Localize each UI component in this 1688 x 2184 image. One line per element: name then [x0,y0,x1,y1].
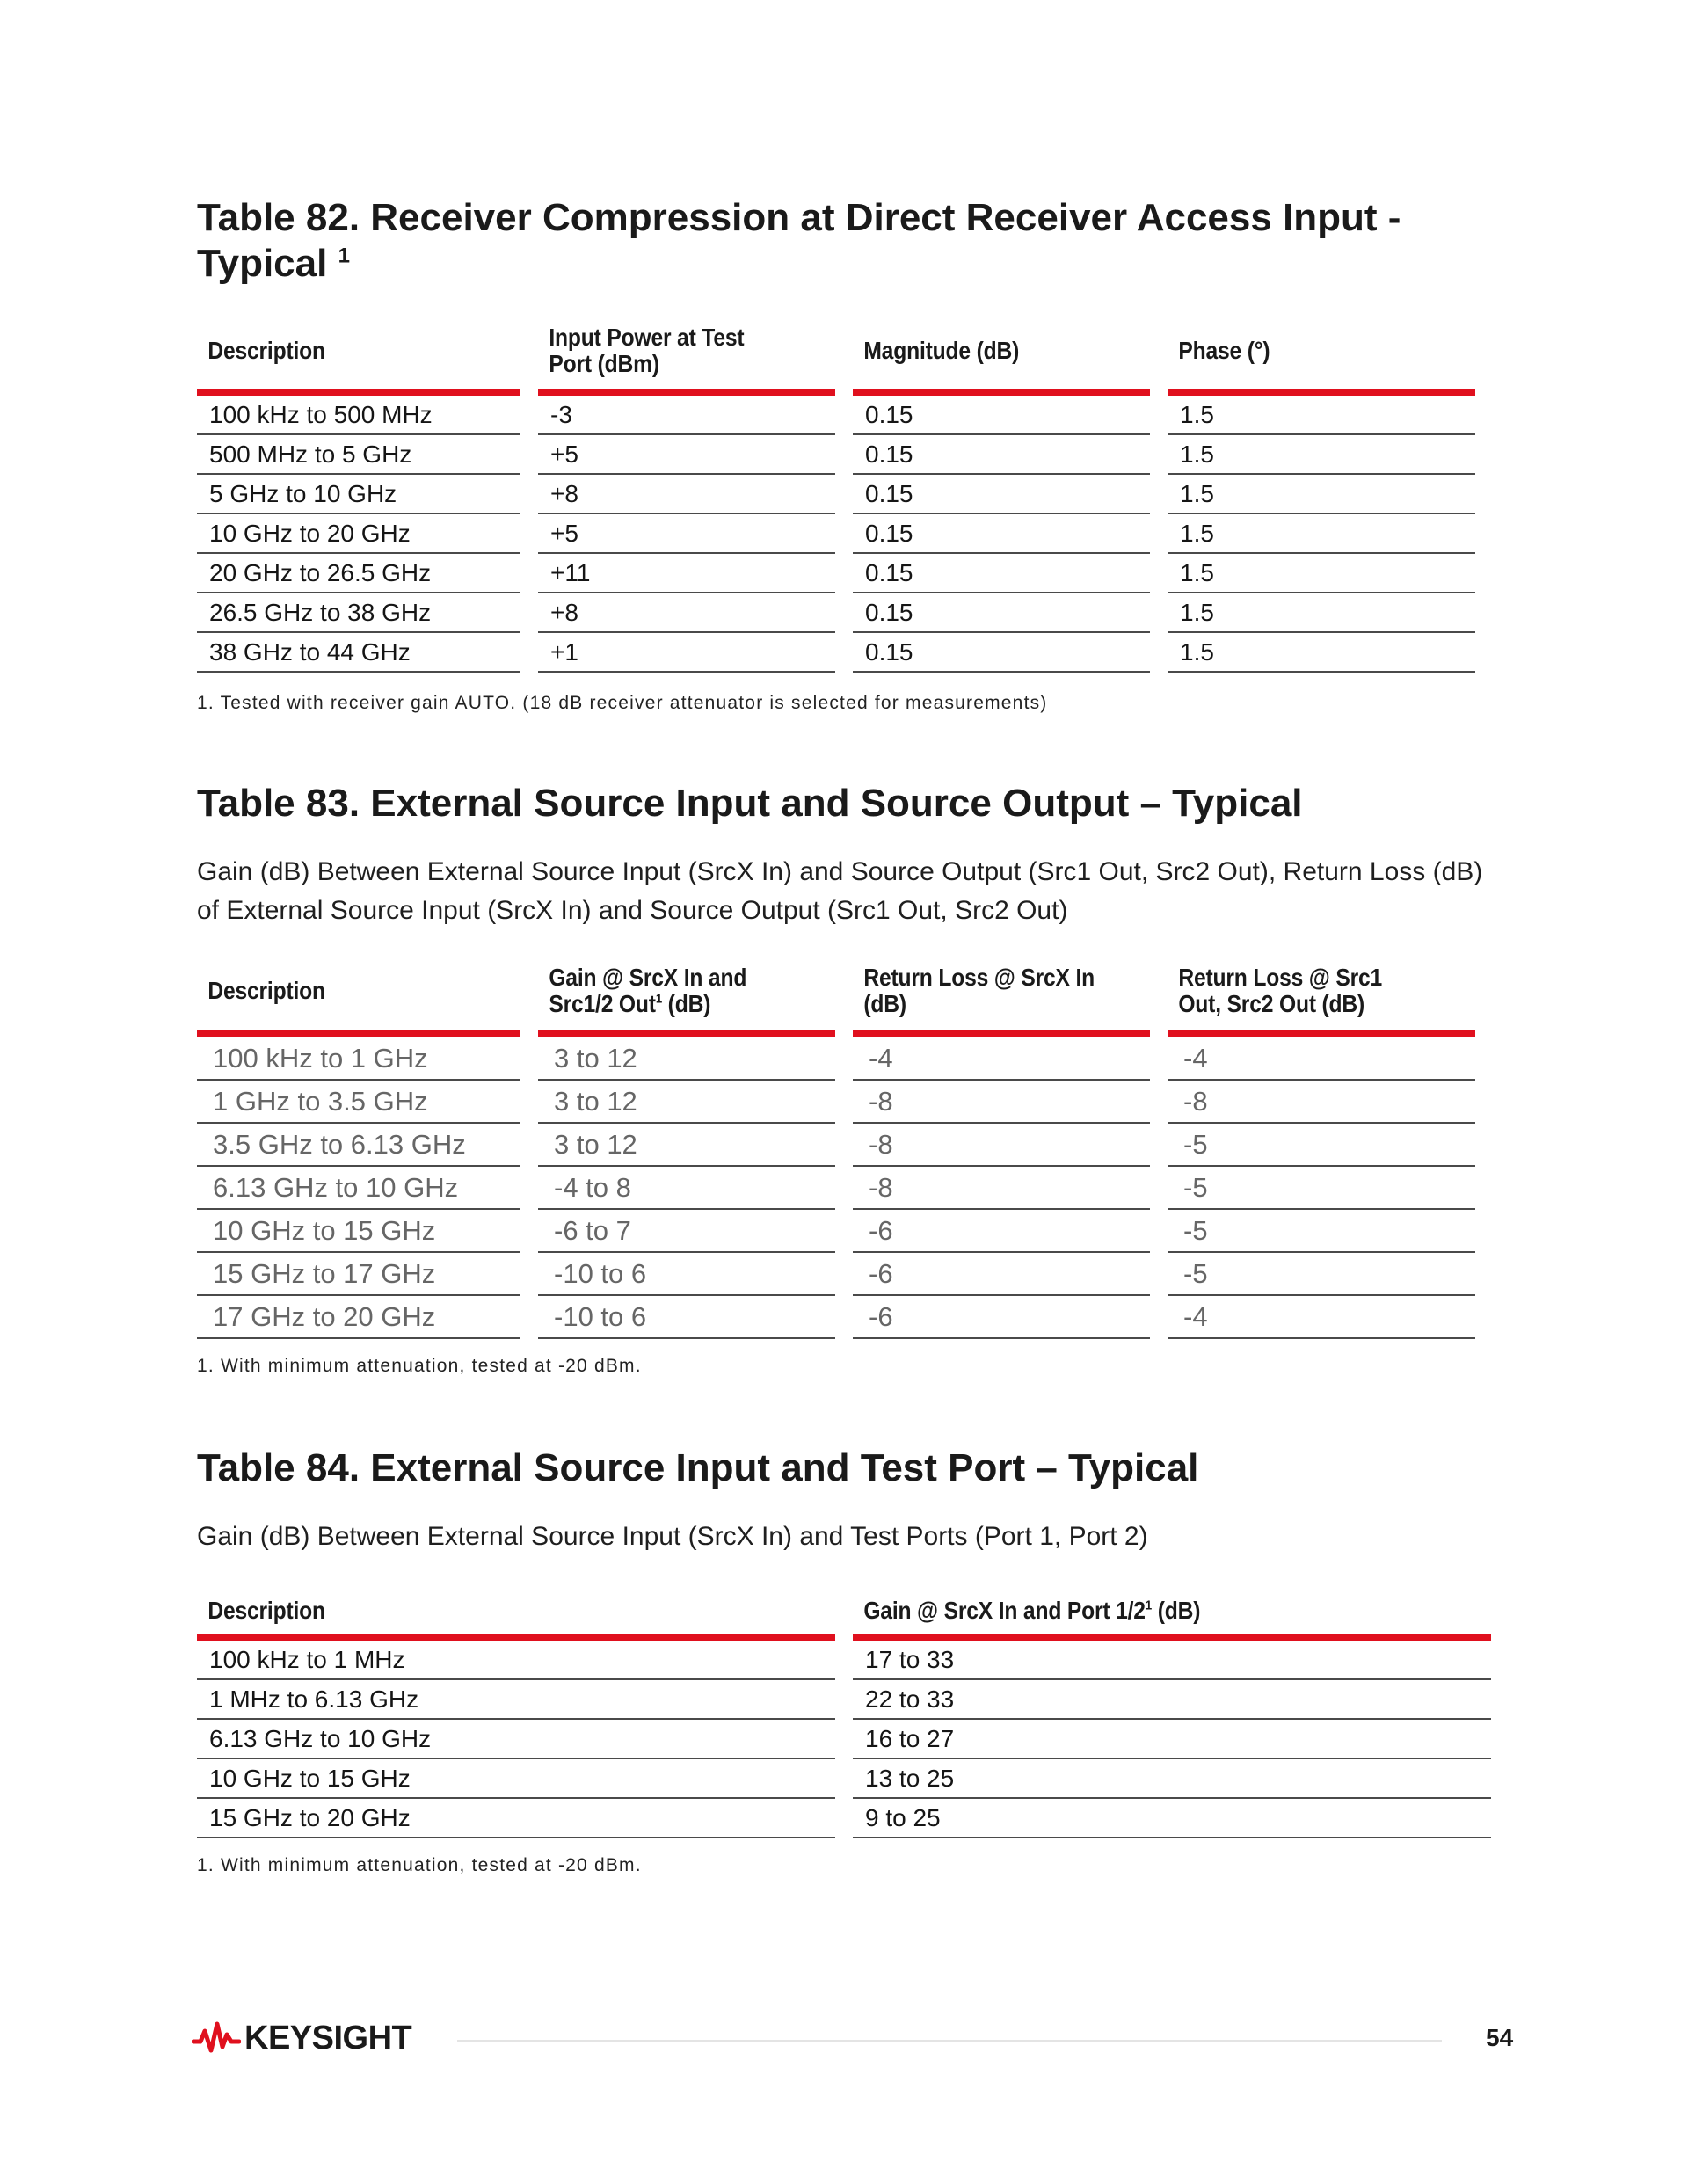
table-cell: +5 [538,514,835,554]
table-cell: -5 [1168,1124,1475,1167]
column-header-text: Gain @ SrcX In and Port 1/2 [863,1597,1146,1624]
table-cell: 26.5 GHz to 38 GHz [197,593,520,633]
table-row [197,1720,1491,1759]
table-cell: -6 [853,1253,1150,1296]
table-cell: 38 GHz to 44 GHz [197,633,520,673]
keysight-wordmark: KEYSIGHT [244,2019,412,2057]
column-header: Input Power at Test Port (dBm) [549,324,745,377]
table-cell: -5 [1168,1210,1475,1253]
table-row [197,1210,1475,1253]
table-cell: 100 kHz to 1 MHz [197,1641,835,1680]
table-84-header-row [197,1588,1491,1634]
table-83-footnote-block [197,1356,642,1377]
table-cell: 1.5 [1168,514,1475,554]
table-cell: -5 [1168,1253,1475,1296]
table-cell: +11 [538,554,835,593]
table-cell: 1.5 [1168,593,1475,633]
table-cell: -4 [1168,1296,1475,1339]
header-rule [197,1030,1475,1037]
table-row [197,1167,1475,1210]
table-row [197,1253,1475,1296]
table-row [197,435,1475,475]
table-row [197,1641,1491,1680]
footnote-ref: 1 [655,991,662,1007]
table-84-section [197,1445,1498,1556]
table-83 [197,951,1475,1339]
table-cell: 1.5 [1168,554,1475,593]
footer-divider [457,2040,1442,2042]
column-header-unit: (dB) [667,990,711,1017]
page-number: 54 [1486,2024,1514,2051]
table-83-title: Table 83. External Source Input and Source Output – Typical [197,782,1303,825]
table-row [197,514,1475,554]
table-84-footnote-block [197,1855,642,1876]
table-cell: 0.15 [853,475,1150,514]
table-cell: +8 [538,475,835,514]
table-cell: 16 to 27 [853,1720,1491,1759]
column-header [538,951,799,1030]
keysight-wave-icon [192,2020,241,2056]
table-cell: 6.13 GHz to 10 GHz [197,1167,520,1210]
table-84-intro: Gain (dB) Between External Source Input (SrcX In) and Test Ports (Port 1, Port 2) [197,1522,1148,1551]
table-84-footnote: 1. With minimum attenuation, tested at -20 dBm. [197,1855,642,1875]
column-header-text: Gain @ SrcX In and Src1/2 Out [549,964,747,1017]
table-cell: -5 [1168,1167,1475,1210]
table-cell: 10 GHz to 15 GHz [197,1210,520,1253]
table-82-title [197,195,1401,287]
table-row [197,1759,1491,1799]
table-cell: 100 kHz to 1 GHz [197,1037,520,1081]
table-cell: 0.15 [853,435,1150,475]
table-cell: 0.15 [853,396,1150,435]
table-row [197,396,1475,435]
table-83-footnote: 1. With minimum attenuation, tested at -20 dBm. [197,1356,642,1376]
table-cell: 0.15 [853,593,1150,633]
table-cell: +1 [538,633,835,673]
column-header: Magnitude (dB) [863,337,1020,364]
table-cell: -10 to 6 [538,1253,835,1296]
table-cell: -4 [1168,1037,1475,1081]
table-cell: -6 to 7 [538,1210,835,1253]
table-row [197,475,1475,514]
table-cell: -4 to 8 [538,1167,835,1210]
table-cell: 0.15 [853,554,1150,593]
table-cell: -8 [853,1167,1150,1210]
table-row [197,1037,1475,1081]
table-row [197,554,1475,593]
table-cell: +8 [538,593,835,633]
column-header-unit: (dB) [1157,1597,1201,1624]
table-row [197,1296,1475,1339]
table-83-section [197,781,1498,930]
table-cell: -6 [853,1210,1150,1253]
table-row [197,1081,1475,1124]
table-cell: 3 to 12 [538,1037,835,1081]
table-cell: 9 to 25 [853,1799,1491,1838]
table-cell: 3 to 12 [538,1081,835,1124]
table-cell: 15 GHz to 20 GHz [197,1799,835,1838]
table-cell: 500 MHz to 5 GHz [197,435,520,475]
table-row [197,593,1475,633]
table-cell: 13 to 25 [853,1759,1491,1799]
table-82-footnote-block [197,693,1048,714]
footnote-ref: 1 [1145,1598,1153,1613]
table-cell: 20 GHz to 26.5 GHz [197,554,520,593]
footnote-ref: 1 [338,244,350,268]
table-cell: -8 [1168,1081,1475,1124]
keysight-logo [192,2019,411,2057]
table-cell: 1.5 [1168,475,1475,514]
column-header: Description [207,337,325,364]
table-row [197,633,1475,673]
column-header [853,1588,1415,1634]
table-82-footnote: 1. Tested with receiver gain AUTO. (18 dB receiver attenuator is selected for measurements) [197,693,1048,713]
table-84-title: Table 84. External Source Input and Test Port – Typical [197,1446,1199,1489]
table-cell: 17 to 33 [853,1641,1491,1680]
table-82-section [197,195,1401,287]
table-82-header-row [197,313,1475,389]
table-cell: 3 to 12 [538,1124,835,1167]
column-header: Description [207,1597,325,1624]
table-cell: -8 [853,1081,1150,1124]
table-cell: 10 GHz to 15 GHz [197,1759,835,1799]
table-cell: 10 GHz to 20 GHz [197,514,520,554]
table-row [197,1680,1491,1720]
table-82-title-line2: Typical [197,242,328,285]
table-row [197,1124,1475,1167]
table-cell: 100 kHz to 500 MHz [197,396,520,435]
table-cell: 1 MHz to 6.13 GHz [197,1680,835,1720]
table-cell: 1.5 [1168,396,1475,435]
table-cell: 6.13 GHz to 10 GHz [197,1720,835,1759]
table-82-title-line1: Table 82. Receiver Compression at Direct Receiver Access Input - [197,196,1401,239]
header-rule [197,1634,1491,1641]
table-cell: 1.5 [1168,435,1475,475]
header-rule [197,389,1475,396]
column-header: Return Loss @ SrcX In (dB) [863,964,1095,1017]
table-82 [197,313,1475,673]
table-row [197,1799,1491,1838]
table-cell: +5 [538,435,835,475]
table-cell: 22 to 33 [853,1680,1491,1720]
column-header: Return Loss @ Src1 Out, Src2 Out (dB) [1178,964,1383,1017]
table-cell: -6 [853,1296,1150,1339]
table-cell: 1.5 [1168,633,1475,673]
table-83-intro: Gain (dB) Between External Source Input (SrcX In) and Source Output (Src1 Out, Src2 Out), Return Loss (dB) of External Source Input (SrcX In) and Source Output (Src1 Out, Src2 Out) [197,857,1483,925]
table-cell: -4 [853,1037,1150,1081]
table-cell: 5 GHz to 10 GHz [197,475,520,514]
table-84 [197,1588,1491,1838]
column-header: Phase (°) [1178,337,1270,364]
table-cell: 0.15 [853,633,1150,673]
column-header: Description [207,977,325,1004]
table-cell: 17 GHz to 20 GHz [197,1296,520,1339]
table-cell: -8 [853,1124,1150,1167]
table-cell: 0.15 [853,514,1150,554]
table-cell: 3.5 GHz to 6.13 GHz [197,1124,520,1167]
table-cell: 1 GHz to 3.5 GHz [197,1081,520,1124]
table-cell: -10 to 6 [538,1296,835,1339]
table-cell: 15 GHz to 17 GHz [197,1253,520,1296]
table-cell: -3 [538,396,835,435]
table-83-header-row [197,951,1475,1030]
